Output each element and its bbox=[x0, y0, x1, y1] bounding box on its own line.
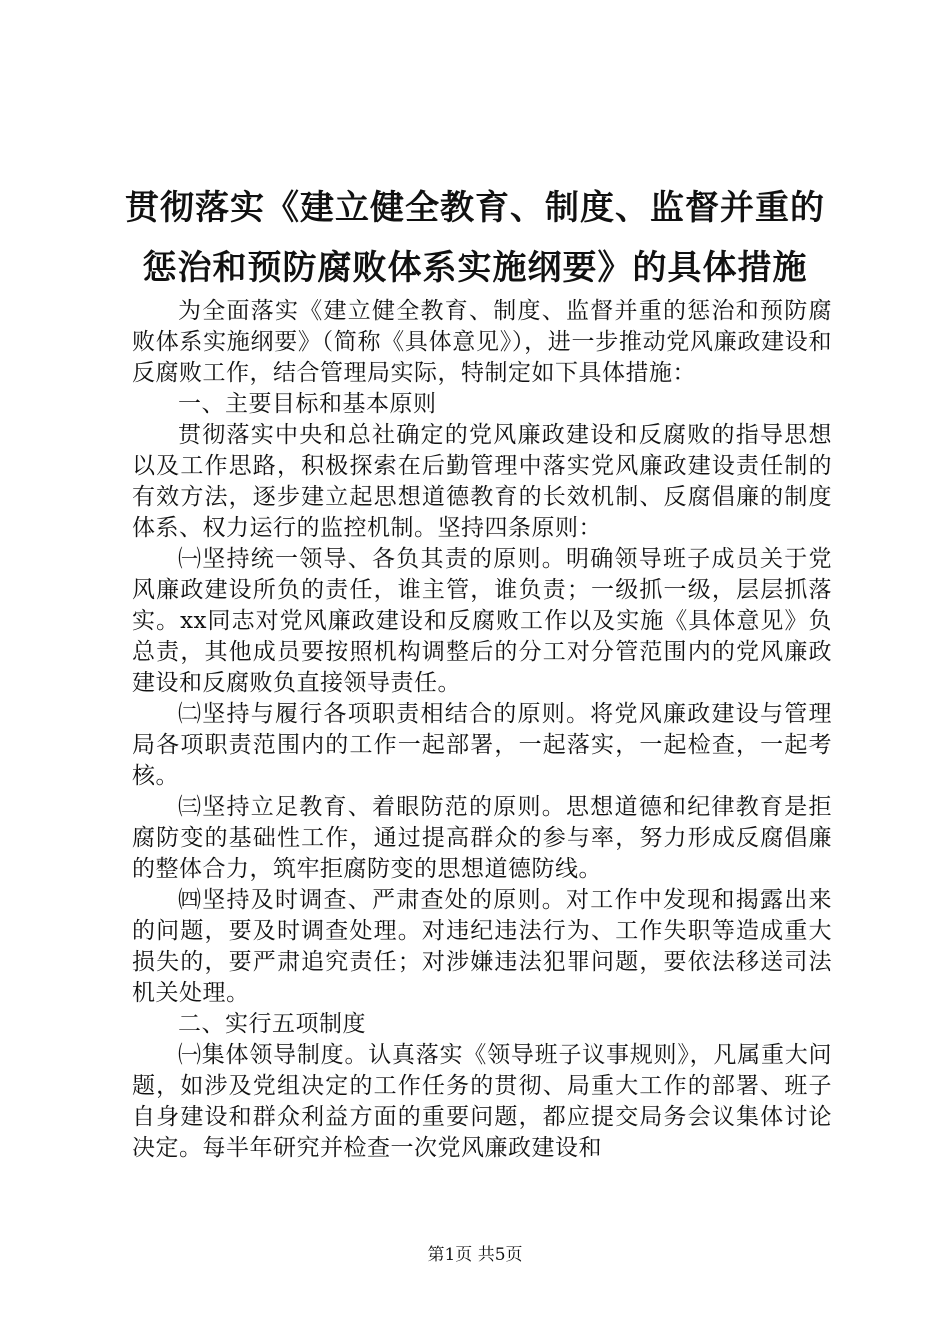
document-title-line-2: 惩治和预防腐败体系实施纲要》的具体措施 bbox=[142, 248, 808, 288]
system-1: ㈠集体领导制度。认真落实《领导班子议事规则》，凡属重大问题，如涉及党组决定的工作任务的贯彻、局重大工作的部署、班子自身建设和群众利益方面的重要问题，都应提交局务会议集体讨论决定。每半年研究并检查一次党风廉政建设和 bbox=[132, 1042, 832, 1161]
document-body bbox=[132, 296, 832, 1164]
document-title-line-1: 贯彻落实《建立健全教育、制度、监督并重的 bbox=[125, 188, 825, 228]
paragraph-guiding-ideas: 贯彻落实中央和总社确定的党风廉政建设和反腐败的指导思想以及工作思路，积极探索在后勤管理中落实党风廉政建设责任制的有效方法，逐步建立起思想道德教育的长效机制、反腐倡廉的制度体系、权力运行的监控机制。坚持四条原则： bbox=[132, 422, 832, 541]
section-heading-2: 二、实行五项制度 bbox=[178, 1011, 366, 1037]
page-footer: 第1页 共5页 bbox=[427, 1245, 523, 1265]
paragraph-intro: 为全面落实《建立健全教育、制度、监督并重的惩治和预防腐败体系实施纲要》（简称《具体意见》），进一步推动党风廉政建设和反腐败工作，结合管理局实际，特制定如下具体措施： bbox=[132, 298, 832, 386]
section-heading-1: 一、主要目标和基本原则 bbox=[178, 391, 437, 417]
principle-2: ㈡坚持与履行各项职责相结合的原则。将党风廉政建设与管理局各项职责范围内的工作一起部署，一起落实，一起检查，一起考核。 bbox=[132, 701, 832, 789]
principle-3: ㈢坚持立足教育、着眼防范的原则。思想道德和纪律教育是拒腐防变的基础性工作，通过提高群众的参与率，努力形成反腐倡廉的整体合力，筑牢拒腐防变的思想道德防线。 bbox=[132, 794, 832, 882]
principle-1: ㈠坚持统一领导、各负其责的原则。明确领导班子成员关于党风廉政建设所负的责任，谁主管，谁负责；一级抓一级，层层抓落实。xx同志对党风廉政建设和反腐败工作以及实施《具体意见》负总责，其他成员要按照机构调整后的分工对分管范围内的党风廉政建设和反腐败负直接领导责任。 bbox=[132, 546, 832, 696]
principle-4: ㈣坚持及时调查、严肃查处的原则。对工作中发现和揭露出来的问题，要及时调查处理。对违纪违法行为、工作失职等造成重大损失的，要严肃追究责任；对涉嫌违法犯罪问题，要依法移送司法机关处理。 bbox=[132, 887, 832, 1006]
